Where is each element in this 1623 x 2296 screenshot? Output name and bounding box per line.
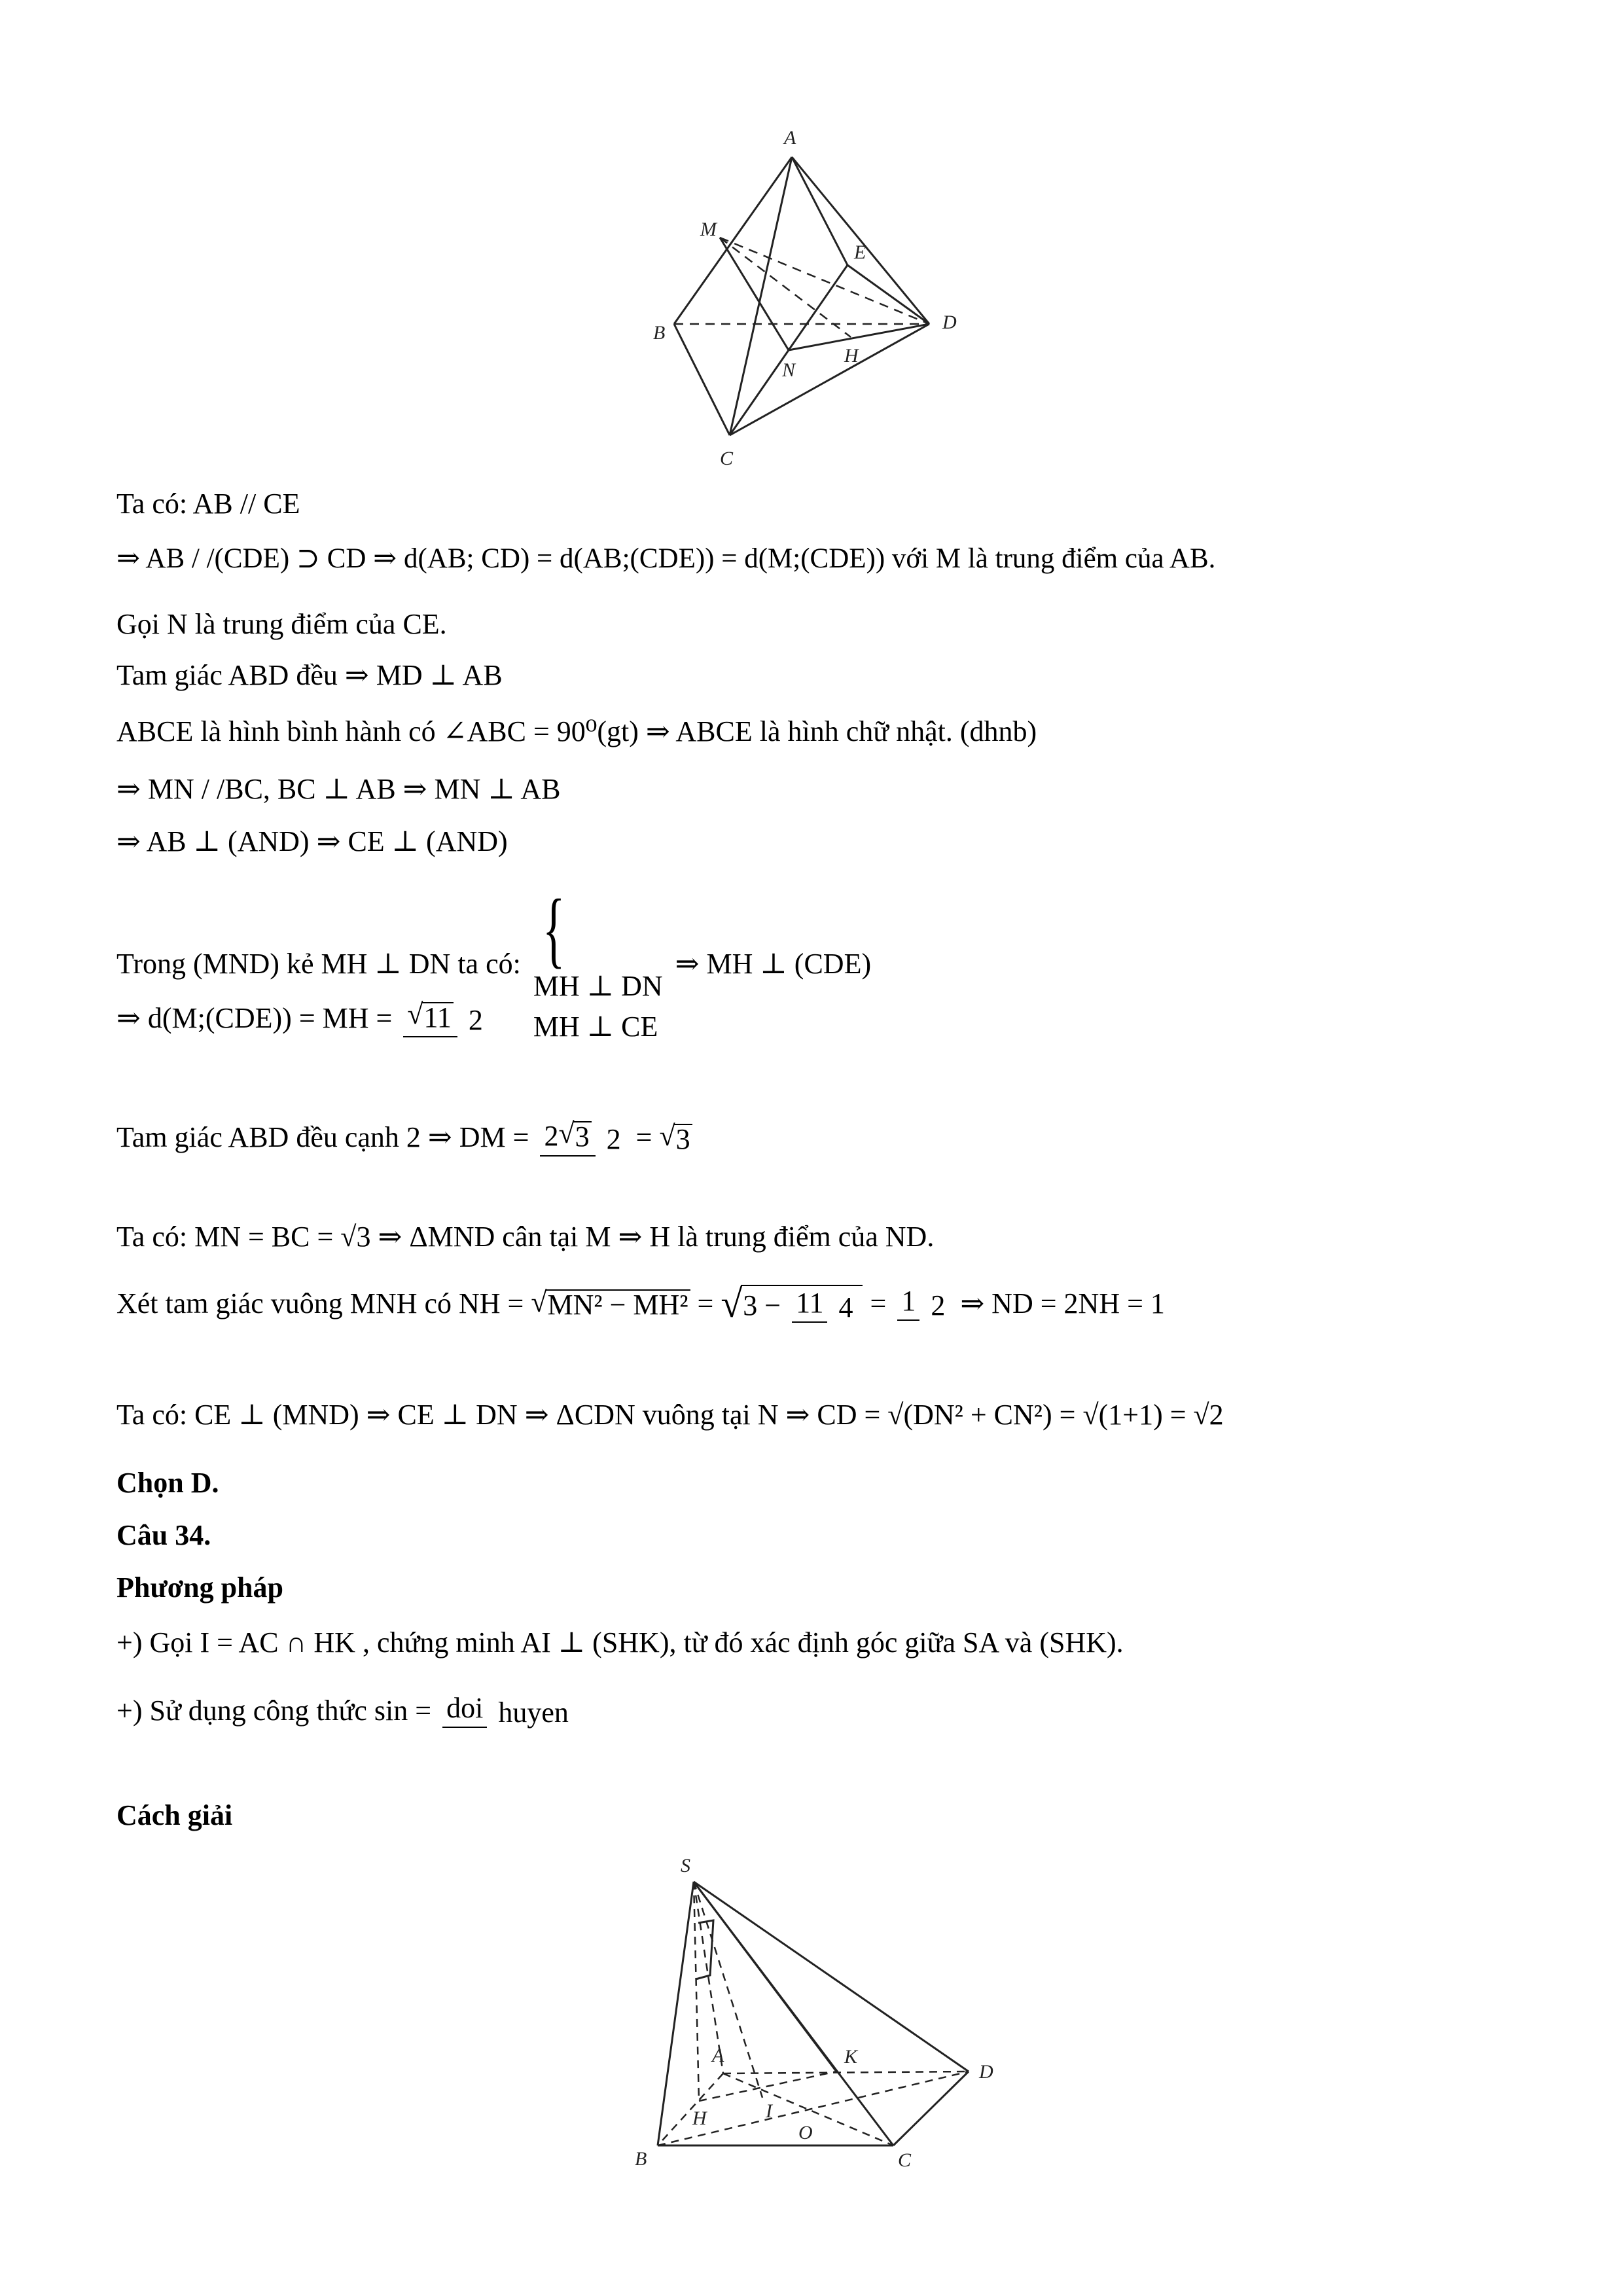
numerator-doi: doi bbox=[442, 1694, 487, 1728]
line-cau-34: Câu 34. bbox=[116, 1519, 211, 1551]
edge-AE bbox=[792, 157, 847, 265]
edge-AB bbox=[658, 2073, 723, 2145]
line-mn-bc-sqrt3: Ta có: MN = BC = √3 ⇒ ΔMND cân tại M ⇒ H là trung điểm của ND. bbox=[116, 1221, 935, 1253]
label-K: K bbox=[844, 2046, 858, 2068]
figure-pyramid-sabcd bbox=[615, 1839, 1034, 2206]
system-row-2: MH ⊥ CE bbox=[533, 1011, 658, 1043]
denominator-4: 4 bbox=[838, 1291, 853, 1323]
label-O: O bbox=[798, 2122, 813, 2144]
figure-tetrahedron bbox=[628, 118, 995, 484]
equation-system bbox=[533, 882, 663, 1043]
line-cd-value: Ta có: CE ⊥ (MND) ⇒ CE ⊥ DN ⇒ ΔCDN vuông tại N ⇒ CD = √(DN² + CN²) = √(1+1) = √2 bbox=[116, 1399, 1224, 1431]
numerator-1: 1 bbox=[897, 1287, 919, 1321]
edge-ND bbox=[789, 324, 929, 350]
label-E: E bbox=[854, 242, 866, 263]
line-dm-value bbox=[116, 1119, 692, 1157]
label-I: I bbox=[766, 2100, 772, 2122]
edge-MN bbox=[720, 238, 789, 350]
radicand-mn-mh: MN² − MH² bbox=[546, 1289, 690, 1319]
label-B: B bbox=[653, 322, 666, 344]
line-mh-value bbox=[116, 1000, 491, 1037]
edge-HK bbox=[699, 2072, 836, 2101]
label-A: A bbox=[784, 127, 796, 149]
sqrt-3: √3 bbox=[659, 1122, 692, 1154]
label-A: A bbox=[712, 2045, 724, 2066]
text-trong-mnd: Trong (MND) kẻ MH ⊥ DN ta có: bbox=[116, 948, 521, 980]
line-phuong-phap: Phương pháp bbox=[116, 1571, 283, 1604]
fraction-11-over-4 bbox=[792, 1289, 857, 1323]
equals-1: = bbox=[697, 1287, 714, 1319]
text-xet-tam-giac: Xét tam giác vuông MNH có NH = bbox=[116, 1287, 524, 1319]
denominator-huyen: huyen bbox=[498, 1696, 569, 1729]
fraction-sqrt11-over-2: √11 2 bbox=[403, 1000, 487, 1037]
line-chon-d: Chọn D. bbox=[116, 1467, 219, 1499]
line-ab-and: ⇒ AB ⊥ (AND) ⇒ CE ⊥ (AND) bbox=[116, 825, 508, 857]
edge-AD bbox=[792, 157, 929, 324]
text-mh-perp-cde: ⇒ MH ⊥ (CDE) bbox=[675, 948, 872, 980]
numerator-11: 11 bbox=[792, 1289, 827, 1323]
edge-CD bbox=[893, 2072, 969, 2145]
denominator-2b: 2 bbox=[606, 1123, 621, 1156]
edge-SB bbox=[658, 1882, 694, 2145]
equals-2: = bbox=[870, 1287, 887, 1319]
line-tam-giac-abd: Tam giác ABD đều ⇒ MD ⊥ AB bbox=[116, 659, 503, 691]
line-goi-i: +) Gọi I = AC ∩ HK , chứng minh AI ⊥ (SHK), từ đó xác định góc giữa SA và (SHK). bbox=[116, 1626, 1124, 1659]
line-nh-value bbox=[116, 1284, 1165, 1323]
coef-2: 2 bbox=[544, 1119, 559, 1152]
left-brace: { bbox=[542, 882, 565, 977]
label-M: M bbox=[700, 219, 717, 240]
line-sin-formula bbox=[116, 1694, 577, 1728]
edge-BC bbox=[674, 324, 730, 435]
line-abce-hinh-chu-nhat: ABCE là hình bình hành có ∠ABC = 90⁰(gt) ⇒ ABCE là hình chữ nhật. (dhnb) bbox=[116, 715, 1037, 747]
label-D: D bbox=[942, 312, 957, 333]
text-tam-giac-canh-2: Tam giác ABD đều cạnh 2 ⇒ DM = bbox=[116, 1121, 529, 1154]
label-H: H bbox=[692, 2108, 707, 2129]
fraction-2sqrt3-over-2: 2√3 2 bbox=[540, 1119, 624, 1157]
radicand-3-minus bbox=[741, 1285, 863, 1323]
radicand-11: 11 bbox=[422, 1002, 454, 1032]
label-N: N bbox=[782, 359, 796, 381]
denominator-2: 2 bbox=[468, 1004, 483, 1037]
equals-sign: = bbox=[635, 1121, 652, 1154]
line-cach-giai: Cách giải bbox=[116, 1799, 233, 1831]
line-ta-co-ab-ce: Ta có: AB // CE bbox=[116, 488, 300, 520]
label-B: B bbox=[635, 2148, 647, 2170]
edge-MD bbox=[720, 238, 929, 324]
text-3-minus: 3 − bbox=[743, 1289, 781, 1321]
edge-SD bbox=[694, 1882, 969, 2072]
edge-CD bbox=[730, 324, 929, 435]
denominator-2c: 2 bbox=[931, 1289, 946, 1321]
text-nd-2nh: ⇒ ND = 2NH = 1 bbox=[960, 1287, 1165, 1319]
system-row-1: MH ⊥ DN bbox=[533, 970, 663, 1002]
edge-AD bbox=[723, 2072, 969, 2073]
label-C: C bbox=[898, 2149, 912, 2171]
radicand-3: 3 bbox=[573, 1121, 592, 1151]
edge-SK bbox=[694, 1882, 836, 2072]
text-d-m-cde: ⇒ d(M;(CDE)) = MH = bbox=[116, 1002, 393, 1035]
line-distance-ab-cd: ⇒ AB / /(CDE) ⊃ CD ⇒ d(AB; CD) = d(AB;(CDE)) = d(M;(CDE)) với M là trung điểm của AB. bbox=[116, 543, 1216, 574]
sqrt-mn-mh: √MN² − MH² bbox=[531, 1288, 690, 1320]
label-D: D bbox=[979, 2061, 993, 2083]
label-S: S bbox=[681, 1855, 690, 1876]
label-C: C bbox=[720, 448, 734, 469]
fraction-doi-huyen bbox=[442, 1694, 573, 1728]
edge-SI bbox=[694, 1882, 762, 2098]
label-H: H bbox=[844, 345, 859, 367]
line-mn-bc: ⇒ MN / /BC, BC ⊥ AB ⇒ MN ⊥ AB bbox=[116, 773, 561, 805]
sqrt-3-minus-frac: √ bbox=[721, 1282, 743, 1325]
fraction-1-over-2 bbox=[897, 1287, 949, 1321]
line-goi-n: Gọi N là trung điểm của CE. bbox=[116, 608, 447, 640]
text-su-dung: +) Sử dụng công thức sin = bbox=[116, 1695, 432, 1727]
radicand-3b: 3 bbox=[674, 1124, 692, 1154]
edge-AC bbox=[730, 157, 792, 435]
